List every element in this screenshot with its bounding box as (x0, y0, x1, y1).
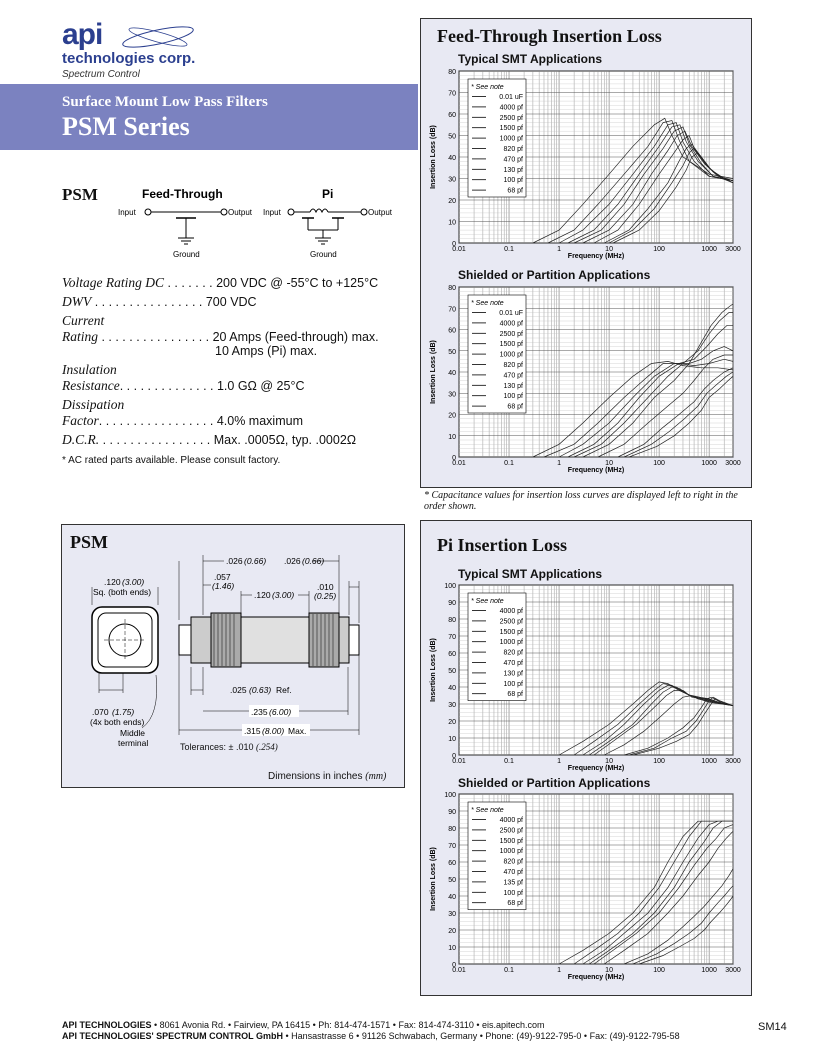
logo-subtitle: Spectrum Control (62, 69, 140, 80)
x-tick-label: 0.01 (452, 246, 466, 253)
y-tick-label: 100 (444, 792, 456, 799)
y-tick-label: 10 (448, 736, 456, 743)
y-tick-label: 30 (448, 911, 456, 918)
legend-entry: 820 pf (503, 858, 523, 866)
spec-label: Insulation (62, 362, 117, 377)
legend-entry: 68 pf (507, 403, 523, 411)
y-tick-label: 60 (448, 112, 456, 119)
x-axis-label: Frequency (MHz) (567, 467, 625, 474)
y-tick-label: 30 (448, 391, 456, 399)
legend-entry: 470 pf (503, 372, 523, 380)
legend-entry: 1500 pf (499, 837, 523, 845)
dim-d8: .315 (244, 726, 261, 736)
pi-ground-label: Ground (310, 250, 337, 259)
spec-row (62, 413, 303, 429)
x-tick-label: 3000 (725, 758, 741, 765)
legend-entry: 68 pf (507, 691, 523, 699)
x-tick-label: 1000 (701, 246, 717, 253)
dim-terminal: terminal (118, 738, 149, 748)
x-tick-label: 10 (605, 967, 613, 974)
spec-label: Voltage Rating DC (62, 275, 164, 290)
legend-entry: 130 pf (503, 166, 523, 174)
logo-api: api (62, 18, 103, 51)
footer-line-1: API TECHNOLOGIES • 8061 Avonia Rd. • Fairview, PA 16415 • Ph: 814-474-1571 • Fax: 814-474-3110 • eis.apitech.com (62, 1020, 545, 1030)
dim-sq-text: Sq. (both ends) (93, 587, 152, 597)
spec-label: D.C.R. (62, 432, 100, 447)
legend-entry: 2500 pf (499, 827, 523, 835)
spec-row (62, 432, 356, 448)
spec-leader: . . . . . . . . . . . . . . . . . (98, 414, 217, 428)
dimensions-caption: Dimensions in inches (mm) (268, 771, 387, 782)
spec-value: Max. .0005Ω, typ. .0002Ω (213, 433, 357, 447)
y-tick-label: 80 (448, 69, 456, 76)
legend-entry: 470 pf (503, 156, 523, 164)
spec-label: Resistance (62, 378, 120, 393)
y-tick-label: 40 (448, 155, 456, 162)
y-tick-label: 80 (448, 285, 456, 292)
y-tick-label: 0 (452, 753, 456, 760)
legend-entry: 1000 pf (499, 351, 523, 359)
legend-entry: 820 pf (503, 649, 523, 657)
x-tick-label: 1 (557, 758, 562, 765)
legend-entry: 4000 pf (499, 817, 523, 824)
x-tick-label: 100 (653, 758, 665, 765)
legend-entry: 130 pf (503, 382, 523, 390)
spec-leader: . . . . . . . (164, 276, 217, 290)
y-axis-label: Insertion Loss (dB) (430, 125, 437, 189)
legend-entry: 1000 pf (499, 135, 523, 143)
legend-entry: 470 pf (503, 660, 523, 667)
spec-value: 200 VDC @ -55°C to +125°C (216, 276, 379, 290)
spec-row (215, 343, 317, 359)
chart-title: Typical SMT Applications (458, 52, 603, 66)
x-tick-label: 1 (557, 246, 562, 253)
y-tick-label: 20 (448, 412, 456, 420)
footer-line-2: API TECHNOLOGIES' SPECTRUM CONTROL GmbH • Hansastrasse 6 • 91126 Schwabach, Germany • Phone: (49)-9122-795-0 • Fax: (49)-9122-795-58 (62, 1031, 680, 1041)
spec-label: Rating (62, 329, 98, 344)
dim-d8-text: Max. (288, 726, 307, 736)
x-tick-label: 0.1 (504, 967, 514, 974)
x-tick-label: 1000 (701, 460, 717, 467)
x-tick-label: 100 (653, 460, 665, 467)
x-tick-label: 0.01 (452, 460, 466, 467)
x-tick-label: 0.01 (452, 758, 466, 765)
legend-entry: 1500 pf (499, 628, 523, 636)
dim-d9-text: (4x both ends) (90, 717, 145, 727)
y-tick-label: 30 (448, 176, 456, 184)
chart-title: Shielded or Partition Applications (458, 268, 651, 282)
dim-d5-mm: (3.00) (272, 590, 295, 600)
y-axis-label: Insertion Loss (dB) (430, 340, 437, 404)
y-tick-label: 40 (448, 370, 456, 377)
dim-d7: .235 (251, 707, 268, 717)
y-tick-label: 90 (448, 809, 456, 816)
pi-input-label: Input (263, 208, 281, 217)
y-tick-label: 0 (452, 455, 456, 462)
dim-d9: .070 (92, 707, 109, 717)
y-tick-label: 0 (452, 962, 456, 969)
x-tick-label: 100 (653, 967, 665, 974)
dimensions-label: PSM (70, 532, 108, 552)
series-title: PSM Series (62, 112, 190, 141)
y-tick-label: 50 (448, 877, 456, 884)
y-tick-label: 30 (448, 702, 456, 709)
dim-d5: .120 (254, 590, 271, 600)
spec-value: 1.0 GΩ @ 25°C (216, 379, 305, 393)
series-subtitle: Surface Mount Low Pass Filters (62, 94, 268, 110)
x-tick-label: 0.1 (504, 460, 514, 467)
y-tick-label: 60 (448, 651, 456, 658)
y-tick-label: 50 (448, 668, 456, 675)
pi-panel-title: Pi Insertion Loss (437, 535, 568, 555)
spec-row (62, 313, 104, 329)
legend-entry: 1000 pf (499, 639, 523, 647)
x-tick-label: 100 (653, 246, 665, 253)
dim-d1: .026 (226, 556, 243, 566)
y-tick-label: 70 (448, 634, 456, 641)
x-tick-label: 3000 (725, 967, 741, 974)
legend-entry: 2500 pf (499, 114, 523, 122)
x-tick-label: 0.1 (504, 246, 514, 253)
legend-note: * See note (471, 300, 504, 307)
tolerance-note: Tolerances: ± .010 (.254) (180, 742, 278, 752)
dim-d1-mm: (0.66) (244, 556, 267, 566)
x-tick-label: 10 (605, 460, 613, 467)
y-tick-label: 10 (448, 219, 456, 227)
spec-leader: . . . . . . . . . . . . . . (119, 379, 217, 393)
dim-d9-mm: (1.75) (112, 707, 135, 717)
legend-entry: 68 pf (507, 187, 523, 195)
spec-leader: . . . . . . . . . . . . . . . . (98, 330, 213, 344)
legend-entry: 2500 pf (499, 330, 523, 338)
spec-row (62, 275, 378, 291)
logo-orbit-icon (118, 24, 198, 50)
x-tick-label: 1 (557, 460, 562, 467)
dim-sq-mm: (3.00) (122, 577, 145, 587)
pi-output-label: Output (368, 208, 393, 217)
dim-d2-mm: (0.66) (302, 556, 325, 566)
spec-value: 4.0% maximum (216, 414, 303, 428)
spec-label: Dissipation (62, 397, 125, 412)
y-tick-label: 50 (448, 348, 456, 356)
spec-label: DWV (62, 294, 92, 309)
x-tick-label: 3000 (725, 246, 741, 253)
y-axis-label: Insertion Loss (dB) (430, 847, 437, 911)
y-tick-label: 40 (448, 685, 456, 692)
y-tick-label: 20 (448, 198, 456, 205)
x-tick-label: 10 (605, 758, 613, 765)
y-tick-label: 10 (448, 945, 456, 952)
legend-entry: 4000 pf (499, 104, 523, 112)
y-tick-label: 80 (448, 617, 456, 624)
x-tick-label: 1000 (701, 967, 717, 974)
y-tick-label: 70 (448, 90, 456, 98)
y-tick-label: 50 (448, 133, 456, 141)
ac-note: * AC rated parts available. Please consult factory. (62, 455, 281, 466)
x-tick-label: 10 (605, 246, 613, 253)
schematic-diagram (110, 180, 410, 265)
y-tick-label: 80 (448, 826, 456, 833)
x-axis-label: Frequency (MHz) (567, 765, 625, 772)
legend-entry: 100 pf (503, 889, 523, 897)
chart-title: Shielded or Partition Applications (458, 776, 651, 790)
legend-entry: 470 pf (503, 869, 523, 876)
x-axis-label: Frequency (MHz) (567, 974, 625, 981)
x-tick-label: 1000 (701, 758, 717, 765)
feedthrough-panel-title: Feed-Through Insertion Loss (437, 26, 662, 46)
legend-note: * See note (471, 598, 504, 605)
page-number: SM14 (758, 1021, 787, 1033)
insertion-loss-chart (419, 65, 749, 267)
x-tick-label: 0.1 (504, 758, 514, 765)
legend-entry: 1500 pf (499, 125, 523, 133)
legend-entry: 820 pf (503, 362, 523, 369)
y-tick-label: 90 (448, 600, 456, 607)
legend-entry: 100 pf (503, 177, 523, 185)
y-tick-label: 60 (448, 860, 456, 867)
schematic-label: PSM (62, 185, 98, 204)
y-tick-label: 40 (448, 894, 456, 901)
ft-input-label: Input (118, 208, 136, 217)
spec-row (62, 378, 304, 394)
dim-d4-mm: (0.25) (314, 591, 337, 601)
dim-d3: .057 (214, 572, 231, 582)
dim-d6-mm: (0.63) (249, 685, 272, 695)
insertion-loss-chart (419, 579, 749, 779)
y-tick-label: 0 (452, 241, 456, 248)
dim-d6: .025 (230, 685, 247, 695)
dim-d8-mm: (8.00) (262, 726, 285, 736)
y-tick-label: 20 (448, 928, 456, 935)
chart-title: Typical SMT Applications (458, 567, 603, 581)
legend-entry: 2500 pf (499, 618, 523, 626)
insertion-loss-chart (419, 788, 749, 988)
legend-entry: 135 pf (503, 879, 523, 887)
legend-entry: 100 pf (503, 393, 523, 401)
x-tick-label: 3000 (725, 460, 741, 467)
logo-company-name: technologies corp. (62, 50, 196, 67)
x-tick-label: 0.01 (452, 967, 466, 974)
spec-label: Current (62, 313, 105, 328)
insertion-loss-chart (419, 281, 749, 481)
legend-entry: 130 pf (503, 670, 523, 678)
dim-d6-text: Ref. (276, 685, 292, 695)
legend-entry: 1000 pf (499, 848, 523, 856)
spec-leader: . . . . . . . . . . . . . . . . (99, 433, 214, 447)
legend-entry: 100 pf (503, 680, 523, 688)
spec-row (62, 294, 257, 310)
legend-entry: 0.01 uF (499, 94, 523, 101)
ft-ground-label: Ground (173, 250, 200, 259)
dim-d4: .010 (317, 582, 334, 592)
y-tick-label: 60 (448, 327, 456, 335)
capacitance-footnote: * Capacitance values for insertion loss curves are displayed left to right in the order shown. (424, 490, 738, 512)
spec-value: 10 Amps (Pi) max. (215, 344, 318, 358)
dim-d3-mm: (1.46) (212, 581, 235, 591)
y-axis-label: Insertion Loss (dB) (430, 638, 437, 702)
dim-d7-mm: (6.00) (269, 707, 292, 717)
spec-leader: . . . . . . . . . . . . . . . . (91, 295, 206, 309)
legend-entry: 68 pf (507, 900, 523, 908)
y-tick-label: 70 (448, 306, 456, 314)
spec-label: Factor (62, 413, 99, 428)
y-tick-label: 20 (448, 719, 456, 726)
legend-entry: 4000 pf (499, 608, 523, 615)
legend-entry: 4000 pf (499, 320, 523, 328)
x-tick-label: 1 (557, 967, 562, 974)
x-axis-label: Frequency (MHz) (567, 253, 625, 260)
ft-output-label: Output (228, 208, 253, 217)
pi-title: Pi (322, 187, 334, 201)
legend-note: * See note (471, 807, 504, 814)
spec-value: 20 Amps (Feed-through) max. (212, 330, 379, 344)
feedthrough-title: Feed-Through (142, 187, 223, 201)
spec-value: 700 VDC (205, 295, 257, 309)
dim-middle: Middle (120, 728, 146, 738)
spec-row (62, 397, 124, 413)
y-tick-label: 70 (448, 843, 456, 850)
spec-row (62, 362, 117, 378)
legend-entry: 0.01 uF (499, 310, 523, 317)
legend-entry: 1500 pf (499, 341, 523, 349)
legend-entry: 820 pf (503, 146, 523, 153)
y-tick-label: 10 (448, 433, 456, 441)
y-tick-label: 100 (444, 583, 456, 590)
dim-d2: .026 (284, 556, 301, 566)
legend-note: * See note (471, 84, 504, 91)
dim-sq: .120 (104, 577, 121, 587)
